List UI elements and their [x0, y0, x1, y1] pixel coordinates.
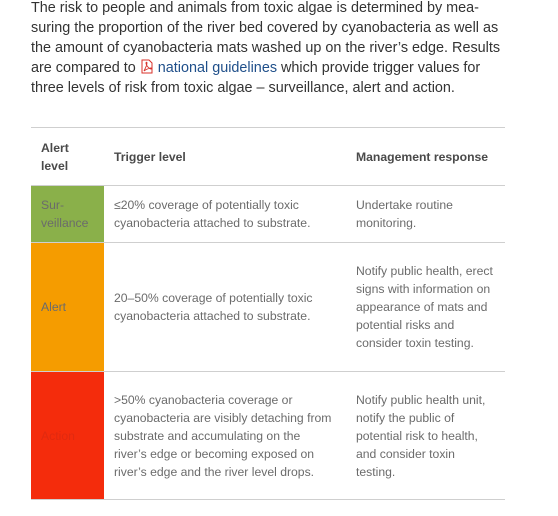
- response-cell-surveillance: Undertake routine monitoring.: [346, 186, 505, 243]
- intro-text-before: The risk to people and animals from toxic algae is determined by measuring the proportion of the river bed covered by cyanobacteria as well as the amount of cyanobacteria mats washed up on the river’s edge. Results are compared to: [31, 0, 501, 76]
- level-cell-action: Action: [31, 372, 104, 500]
- alert-levels-table: [31, 127, 505, 500]
- response-cell-action: Notify public health unit, notify the public of potential risk to health, and consider toxin testing.: [346, 372, 505, 500]
- trigger-cell-action: >50% cyanobacteria coverage or cyanobacteria are visibly detaching from substrate and accumulating on the river’s edge or becoming exposed on river’s edge and the river level drops.: [104, 372, 346, 500]
- header-trigger-level: Trigger level: [104, 128, 346, 186]
- intro-text-after: which provide trigger values for three levels of risk from toxic algae – surveillance, alert and action.: [31, 60, 481, 96]
- table-row-alert: [31, 243, 505, 372]
- header-management-response: Management response: [346, 128, 505, 186]
- table-row-action: [31, 372, 505, 500]
- trigger-cell-surveillance: ≤20% coverage of potentially toxic cyanobacteria attached to substrate.: [104, 186, 346, 243]
- response-cell-alert: Notify public health, erect signs with information on appearance of mats and potential risks and consider toxin testing.: [346, 243, 505, 372]
- link-text: national guidelines: [157, 60, 278, 76]
- header-alert-level: Alert level: [31, 128, 104, 186]
- national-guidelines-link[interactable]: [140, 60, 277, 76]
- level-cell-alert: Alert: [31, 243, 104, 372]
- intro-paragraph: [31, 0, 511, 98]
- table-row-surveillance: [31, 186, 505, 243]
- trigger-cell-alert: 20–50% coverage of potentially toxic cyanobacteria attached to substrate.: [104, 243, 346, 372]
- level-cell-surveillance: Surveillance: [31, 186, 104, 243]
- table-header-row: [31, 128, 505, 186]
- pdf-icon: [140, 59, 154, 74]
